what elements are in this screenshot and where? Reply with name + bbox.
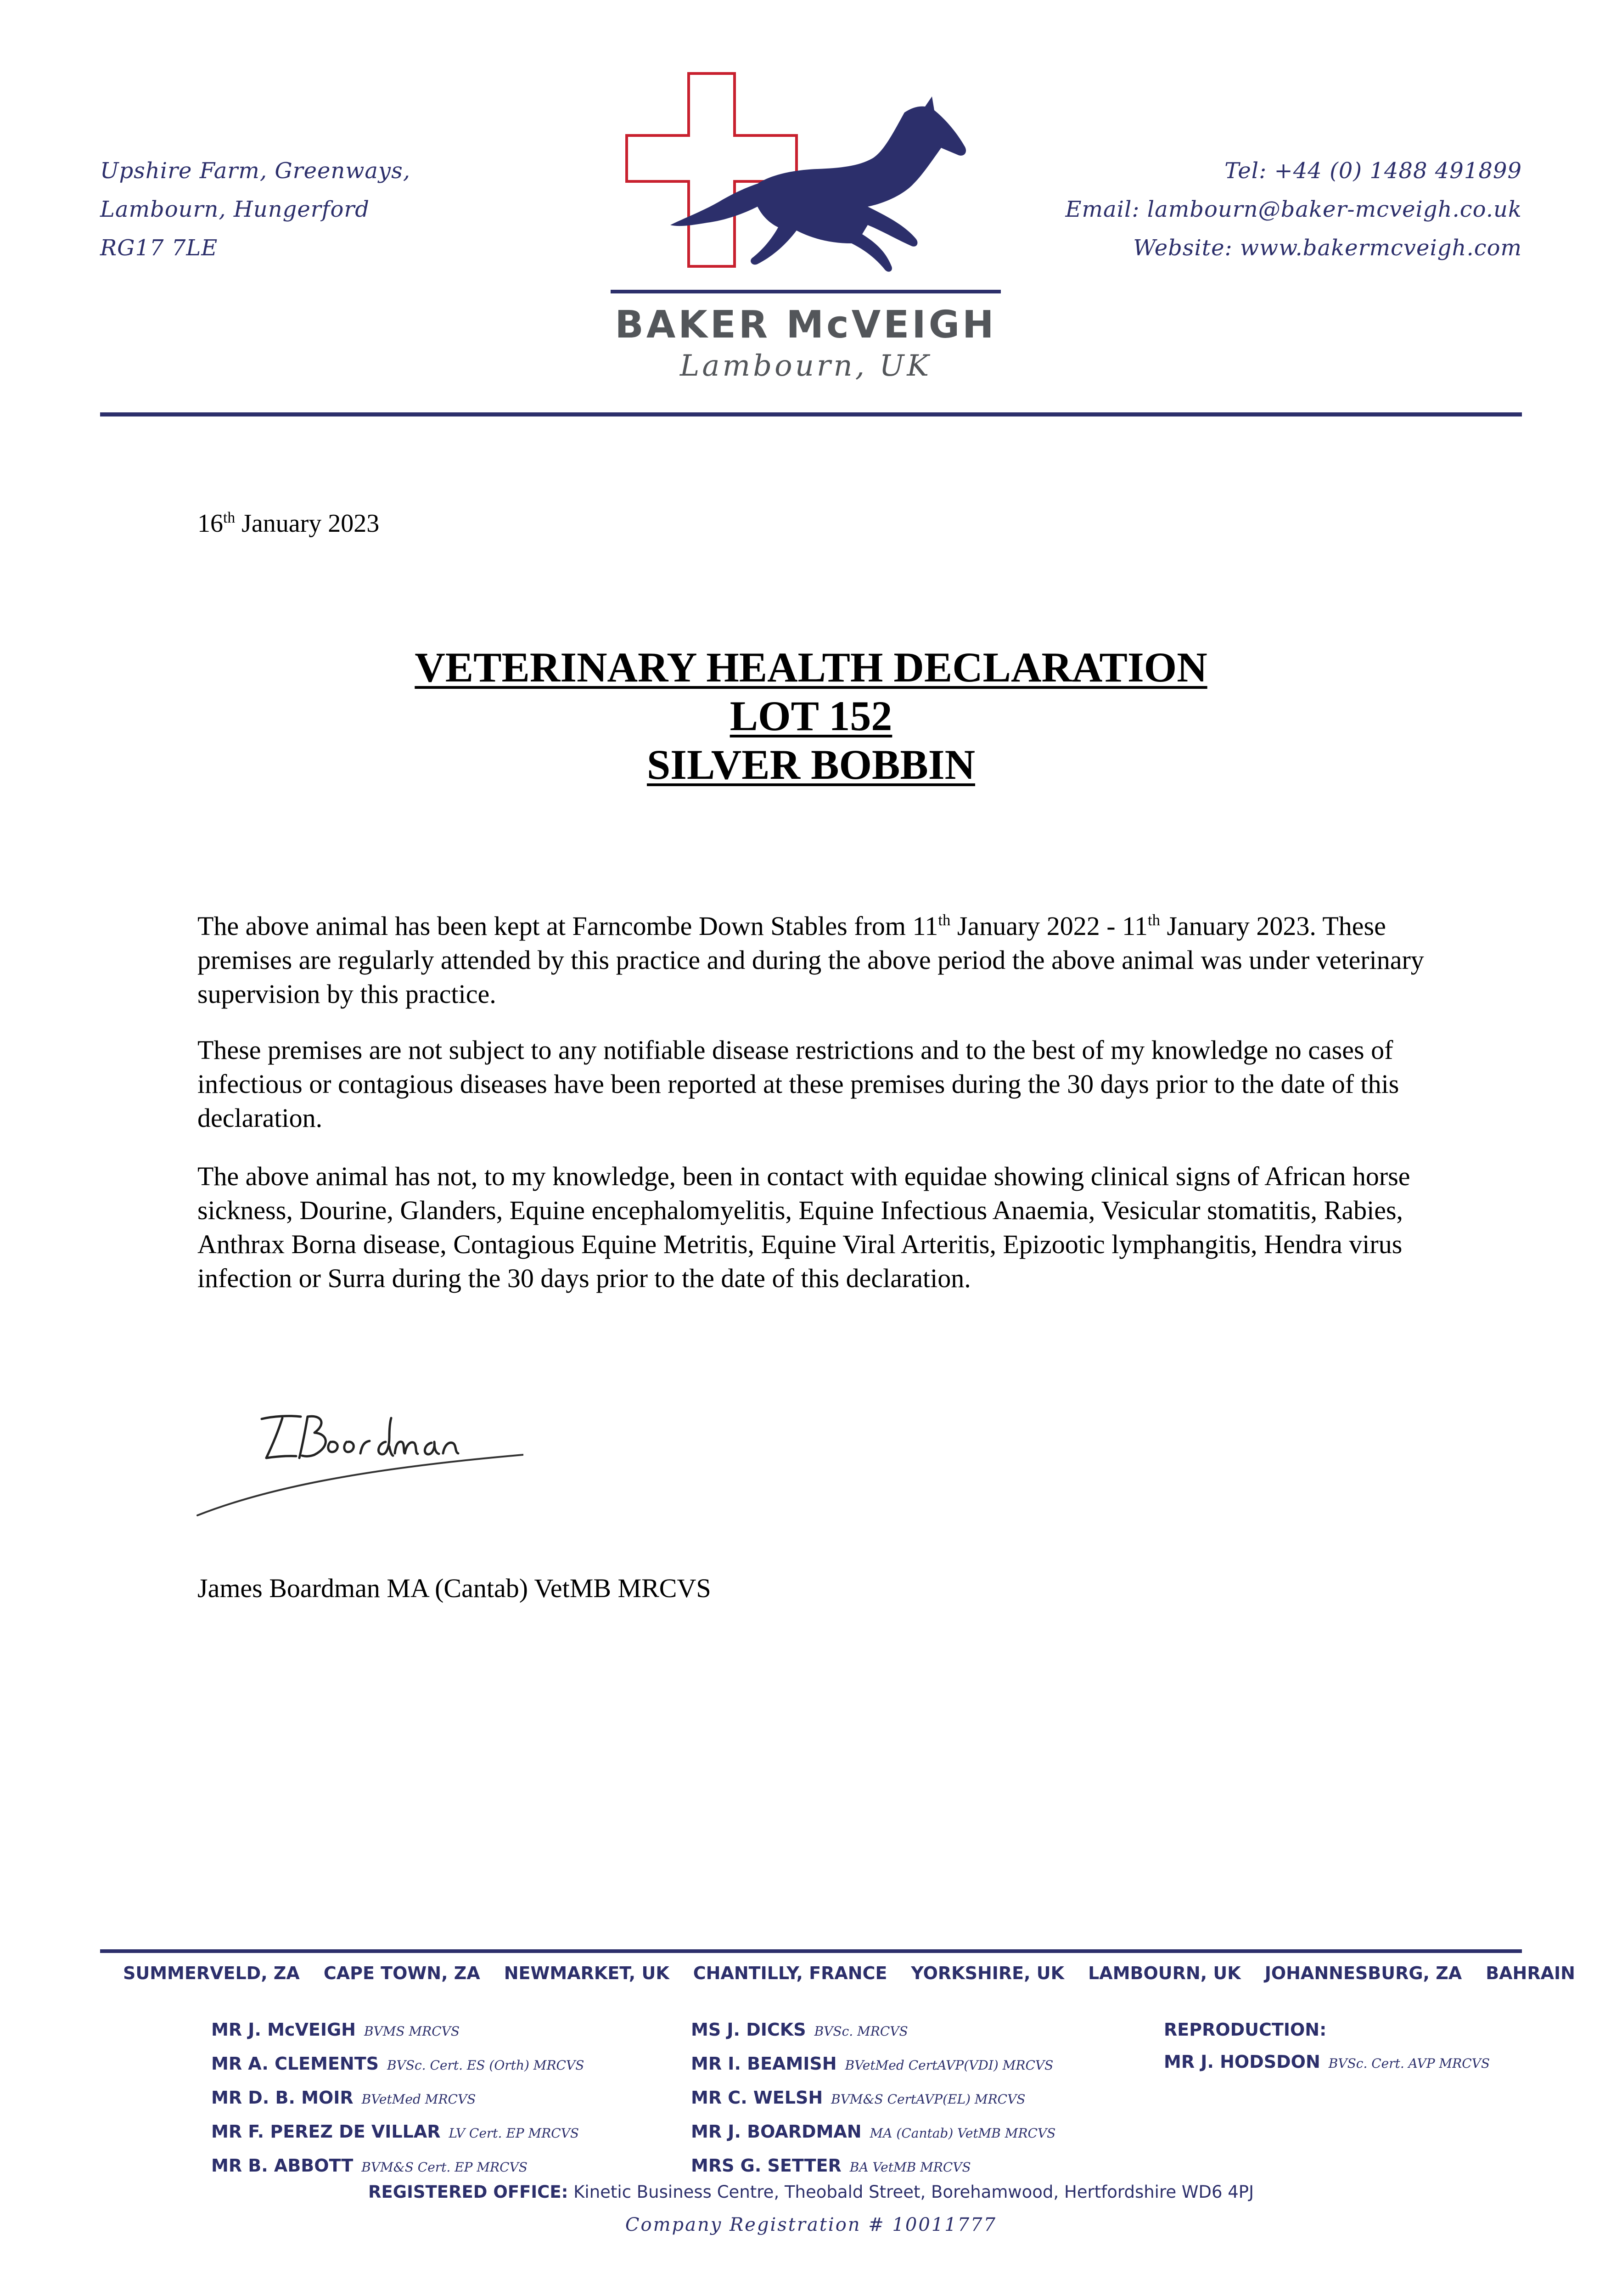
staff-column-2 [691, 2014, 1055, 2183]
ordinal-suffix: th [1147, 911, 1161, 929]
staff-member [211, 2082, 584, 2116]
staff-column-reproduction [1164, 2014, 1490, 2080]
staff-qualifications: BVM&S CertAVP(EL) MRCVS [831, 2092, 1026, 2107]
staff-name: MR J. McVEIGH [211, 2020, 356, 2040]
registered-office [0, 2182, 1622, 2202]
brand-name: BAKER McVEIGH [615, 303, 997, 347]
letter-date [197, 509, 379, 538]
staff-member [211, 2014, 584, 2048]
staff-member [211, 2150, 584, 2183]
contact-website: Website: www.bakermcveigh.com [1133, 235, 1522, 261]
staff-member [691, 2048, 1055, 2082]
practice-address [100, 152, 410, 267]
location: CAPE TOWN, ZA [323, 1963, 480, 1983]
location: CHANTILLY, FRANCE [693, 1963, 887, 1983]
staff-qualifications: BVetMed CertAVP(VDI) MRCVS [845, 2058, 1054, 2073]
paragraph-supervision [197, 909, 1437, 1011]
paragraph-premises: These premises are not subject to any notifiable disease restrictions and to the best of my knowledge no cases of infectious or contagious diseases have been reported at these premises during the 30 days prior to the date of this declaration. [197, 1035, 1399, 1133]
date-suffix: th [223, 509, 236, 526]
staff-member [691, 2082, 1055, 2116]
staff-name: MR B. ABBOTT [211, 2155, 354, 2176]
brand-location: Lambourn, UK [679, 349, 932, 383]
staff-qualifications: BVSc. MRCVS [814, 2024, 908, 2039]
date-day: 16 [197, 509, 223, 538]
header-divider [100, 412, 1522, 416]
staff-name: MR F. PEREZ DE VILLAR [211, 2122, 441, 2142]
staff-name: MR D. B. MOIR [211, 2088, 354, 2108]
staff-qualifications: LV Cert. EP MRCVS [449, 2126, 579, 2141]
staff-qualifications: BVSc. Cert. ES (Orth) MRCVS [387, 2058, 584, 2073]
text: The above animal has been kept at Farncombe Down Stables from 11 [197, 911, 938, 941]
staff-name: MR J. HODSDON [1164, 2052, 1320, 2072]
address-line: Lambourn, Hungerford [100, 197, 370, 222]
staff-qualifications: BA VetMB MRCVS [849, 2160, 971, 2175]
staff-name: MR A. CLEMENTS [211, 2054, 379, 2074]
paragraph-contact-disease: The above animal has not, to my knowledge, been in contact with equidae showing clinical signs of African horse sickness, Dourine, Glanders, Equine encephalomyelitis, Equine Infectious Anaemia, Vesicular stomatitis, Rabies, Anthrax Borna disease, Contagious Equine Metritis, Equine Viral Arteritis, Epizootic lymphangitis, Hendra virus infection or Surra during the 30 days prior to the date of this declaration. [197, 1161, 1410, 1293]
staff-qualifications: BVMS MRCVS [364, 2024, 460, 2039]
staff-name: MR I. BEAMISH [691, 2054, 837, 2074]
staff-member [691, 2116, 1055, 2150]
staff-qualifications: BVSc. Cert. AVP MRCVS [1328, 2056, 1490, 2071]
document-title [0, 643, 1622, 789]
location: YORKSHIRE, UK [911, 1963, 1065, 1983]
text: January 2023. These premises are regularly attended by this practice and during the above period the above animal was under veterinary supervision by this practice. [197, 911, 1424, 1009]
lot-number: LOT 152 [730, 692, 892, 739]
staff-qualifications: BVM&S Cert. EP MRCVS [361, 2160, 528, 2175]
location: SUMMERVELD, ZA [123, 1963, 300, 1983]
address-line: Upshire Farm, Greenways, [100, 158, 411, 184]
signer-name: James Boardman MA (Cantab) VetMB MRCVS [197, 1573, 711, 1603]
address-line: RG17 7LE [100, 235, 218, 261]
office-locations [123, 1963, 1599, 1983]
staff-name: MR J. BOARDMAN [691, 2122, 862, 2142]
location: JOHANNESBURG, ZA [1264, 1963, 1462, 1983]
location: NEWMARKET, UK [504, 1963, 669, 1983]
staff-member [211, 2048, 584, 2082]
location: BAHRAIN [1486, 1963, 1575, 1983]
staff-name: MR C. WELSH [691, 2088, 823, 2108]
practice-contact [1065, 152, 1522, 267]
signature [193, 1396, 523, 1534]
company-registration: Company Registration # 10011777 [625, 2214, 997, 2235]
staff-qualifications: BVetMed MRCVS [361, 2092, 476, 2107]
location: LAMBOURN, UK [1088, 1963, 1241, 1983]
horse-name: SILVER BOBBIN [646, 741, 976, 788]
staff-member [691, 2014, 1055, 2048]
registered-office-label: REGISTERED OFFICE: [368, 2182, 568, 2202]
registered-office-address: Kinetic Business Centre, Theobald Street, Borehamwood, Hertfordshire WD6 4PJ [568, 2182, 1254, 2202]
footer-divider [100, 1949, 1522, 1953]
staff-column-1 [211, 2014, 584, 2183]
staff-member [211, 2116, 584, 2150]
contact-email: Email: lambourn@baker-mcveigh.co.uk [1065, 197, 1522, 222]
staff-name: MS J. DICKS [691, 2020, 806, 2040]
staff-member [1164, 2046, 1490, 2080]
reproduction-heading: REPRODUCTION: [1164, 2020, 1327, 2040]
ordinal-suffix: th [938, 911, 951, 929]
staff-name: MRS G. SETTER [691, 2155, 842, 2176]
date-month-year: January 2023 [235, 509, 380, 538]
staff-member [691, 2150, 1055, 2183]
text: January 2022 - 11 [950, 911, 1148, 941]
title-line: VETERINARY HEALTH DECLARATION [415, 644, 1207, 691]
contact-phone: Tel: +44 (0) 1488 491899 [1224, 158, 1522, 184]
staff-qualifications: MA (Cantab) VetMB MRCVS [870, 2126, 1056, 2141]
